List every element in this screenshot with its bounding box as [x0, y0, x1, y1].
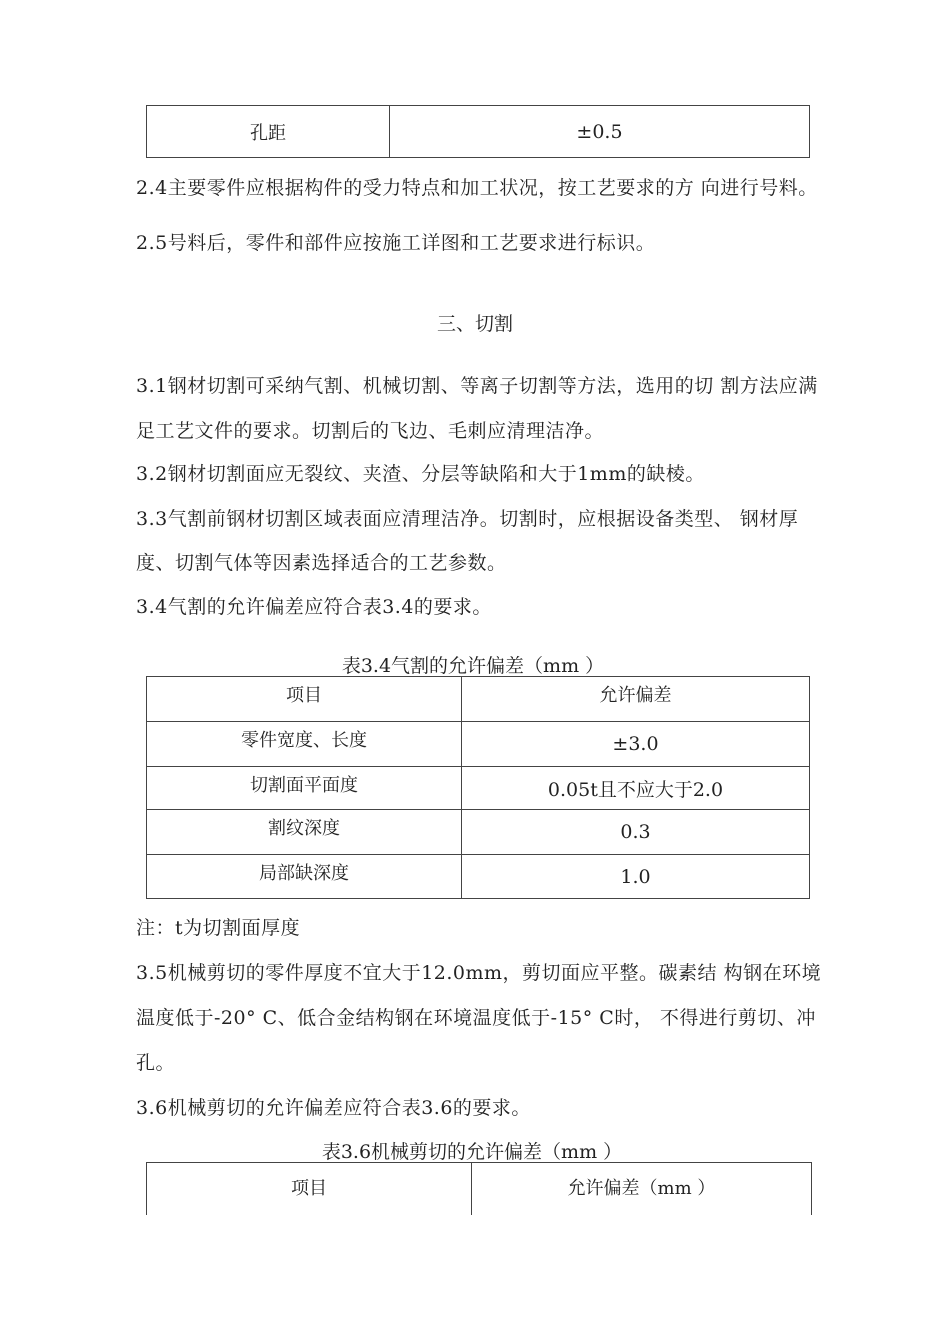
- paragraph-3-4: 3.4气割的允许偏差应符合表3.4的要求。: [136, 596, 492, 618]
- table-header-row: [147, 677, 810, 722]
- paragraph-2-4: 2.4主要零件应根据构件的受力特点和加工状况，按工艺要求的方 向进行号料。: [136, 177, 818, 199]
- table-cell-item: 零件宽度、长度: [147, 722, 462, 767]
- table-cell-value: ±3.0: [462, 722, 810, 767]
- paragraph-3-3-line2: 度、切割气体等因素选择适合的工艺参数。: [136, 552, 507, 574]
- paragraph-3-3-line1: 3.3气割前钢材切割区域表面应清理洁净。切割时，应根据设备类型、 钢材厚: [136, 508, 799, 530]
- table-3-4: [146, 676, 810, 899]
- table-header-item: 项目: [147, 677, 462, 722]
- table-cell-value: 0.3: [462, 810, 810, 855]
- table-cell-value: ±0.5: [390, 106, 810, 158]
- table-3-6: [146, 1162, 812, 1215]
- table-row: [147, 810, 810, 855]
- table-cell-value: 1.0: [462, 855, 810, 899]
- table-row: [147, 722, 810, 767]
- paragraph-3-5-line2: 温度低于-20° C、低合金结构钢在环境温度低于-15° C时， 不得进行剪切、冲: [136, 1007, 816, 1029]
- table-cell-item: 孔距: [147, 106, 390, 158]
- table-header-value: 允许偏差: [462, 677, 810, 722]
- table-cell-item: 割纹深度: [147, 810, 462, 855]
- table-3-6-caption: 表3.6机械剪切的允许偏差（mm ）: [321, 1141, 623, 1163]
- paragraph-3-5-line3: 孔。: [136, 1052, 176, 1074]
- section-heading: 三、切割: [436, 313, 513, 335]
- paragraph-3-2: 3.2钢材切割面应无裂纹、夹渣、分层等缺陷和大于1mm的缺棱。: [136, 463, 705, 485]
- table-3-4-caption: 表3.4气割的允许偏差（mm ）: [341, 655, 605, 677]
- table-header-item: 项目: [291, 1178, 327, 1199]
- table-header-value: 允许偏差（mm ）: [567, 1178, 716, 1199]
- paragraph-3-1-line2: 足工艺文件的要求。切割后的飞边、毛刺应清理洁净。: [136, 420, 605, 442]
- paragraph-3-1-line1: 3.1钢材切割可采纳气割、机械切割、等离子切割等方法，选用的切 割方法应满: [136, 375, 818, 397]
- table-note: 注：t为切割面厚度: [136, 917, 301, 939]
- table-cell-item: 局部缺深度: [147, 855, 462, 899]
- table-cell-item: 切割面平面度: [147, 767, 462, 810]
- table-row: [147, 855, 810, 899]
- paragraph-3-5-line1: 3.5机械剪切的零件厚度不宜大于12.0mm，剪切面应平整。碳素结 构钢在环境: [136, 962, 822, 984]
- paragraph-2-5: 2.5号料后，零件和部件应按施工详图和工艺要求进行标识。: [136, 232, 656, 254]
- table-cell-value: 0.05t且不应大于2.0: [462, 767, 810, 810]
- table-row: [147, 767, 810, 810]
- hole-distance-table: [146, 105, 810, 158]
- paragraph-3-6: 3.6机械剪切的允许偏差应符合表3.6的要求。: [136, 1097, 531, 1119]
- table-row: [147, 106, 810, 158]
